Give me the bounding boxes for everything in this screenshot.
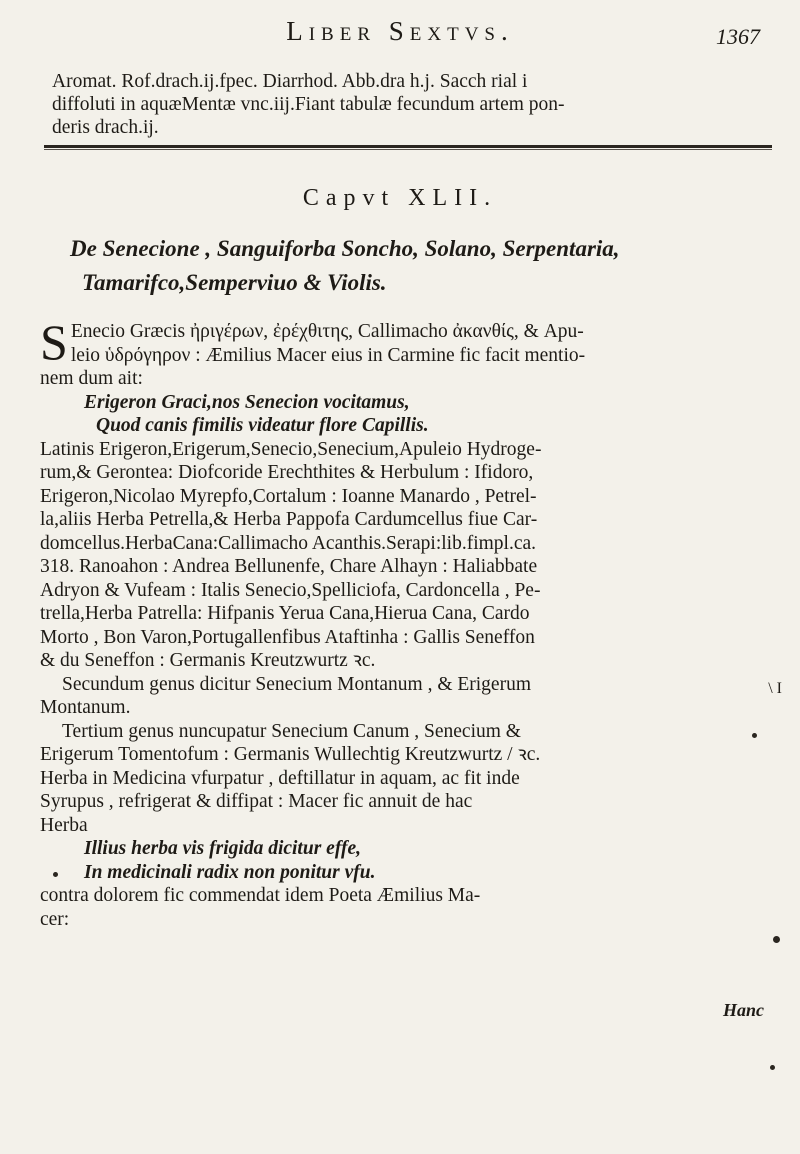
- top-text: [52, 70, 768, 139]
- text-line: Herba in Medicina vfurpatur , deftillatur in aquam, ac fit inde: [40, 767, 520, 789]
- text-line: la,aliis Herba Petrella,& Herba Pappofa Cardumcellus fiue Car-: [40, 509, 538, 530]
- text-line: Enecio Græcis ἠριγέρων, ἐρέχθιτης, Callimacho ἀκανθίς, & Apu-: [70, 321, 584, 342]
- ink-spot: [53, 872, 58, 877]
- text-line: Syrupus , refrigerat & diffipat : Macer fic annuit de hac: [40, 791, 473, 812]
- separator-rule: [44, 145, 772, 148]
- text-line: domcellus.HerbaCana:Callimacho Acanthis.Serapi:lib.fimpl.ca.: [40, 532, 537, 554]
- text-line: Adryon & Vufeam : Italis Senecio,Spelliciofa, Cardoncella , Pe-: [40, 579, 541, 601]
- chapter-subtitle: [70, 232, 770, 300]
- text-line: Morto , Bon Varon,Portugallenfibus Ataftinha : Gallis Seneffon: [40, 626, 535, 648]
- opening-paragraph: [40, 314, 780, 391]
- text-line: cer:: [40, 908, 70, 930]
- verse-line: In medicinali radix non ponitur vfu.: [84, 861, 376, 883]
- catchword: Hanc: [722, 1000, 764, 1020]
- text-line: deris drach.ij.: [52, 117, 159, 138]
- body-text: [40, 314, 780, 931]
- ink-spot: [773, 936, 780, 943]
- text-line: Erigerum Tomentofum : Germanis Wullechtig Kreutzwurtz / ꝛc.: [40, 744, 541, 765]
- drop-cap: S: [40, 314, 68, 370]
- subtitle-line: Tamarifco,Semperviuo & Violis.: [82, 270, 387, 295]
- paragraph: [40, 884, 780, 931]
- text-line: Tertium genus nuncupatur Senecium Canum , Senecium &: [62, 720, 521, 742]
- text-line: rum,& Gerontea: Diofcoride Erechthites & Herbulum : Ifidoro,: [40, 462, 534, 483]
- page-number: 1367: [716, 24, 760, 49]
- text-line: Aromat. Rof.drach.ij.fpec. Diarrhod. Abb.dra h.j. Sacch rial i: [52, 71, 528, 92]
- text-line: 318. Ranoahon : Andrea Bellunenfe, Chare Alhayn : Haliabbate: [40, 556, 538, 577]
- paragraph: [40, 720, 780, 838]
- text-line: Secundum genus dicitur Senecium Montanum , & Erigerum: [62, 673, 531, 695]
- text-line: Erigeron,Nicolao Myrepfo,Cortalum : Ioanne Manardo , Petrel-: [40, 485, 537, 507]
- text-line: leio ὑδρόγηρον : Æmilius Macer eius in Carmine fic facit mentio-: [70, 344, 586, 366]
- ink-spot: [770, 1065, 775, 1070]
- page-header: [0, 16, 800, 52]
- text-line: diffoluti in aquæMentæ vnc.iij.Fiant tabulæ fecundum artem pon-: [52, 94, 565, 115]
- text-line: nem dum ait:: [40, 368, 143, 389]
- text-line: Herba: [40, 814, 88, 836]
- text-line: & du Seneffon : Germanis Kreutzwurtz ꝛc.: [40, 650, 376, 671]
- text-line: Latinis Erigeron,Erigerum,Senecio,Senecium,Apuleio Hydroge-: [40, 438, 542, 460]
- verse-line: Erigeron Graci,nos Senecion vocitamus,: [84, 391, 410, 413]
- subtitle-line: De Senecione , Sanguiforba Soncho, Solano, Serpentaria,: [70, 236, 620, 261]
- text-line: trella,Herba Patrella: Hifpanis Yerua Cana,Hierua Cana, Cardo: [40, 603, 530, 624]
- verse-quote: [40, 391, 780, 438]
- verse-line: Illius herba vis frigida dicitur effe,: [84, 838, 361, 859]
- text-line: contra dolorem fic commendat idem Poeta Æmilius Ma-: [40, 885, 481, 906]
- separator-rule-thin: [44, 149, 772, 150]
- chapter-heading: Capvt XLII.: [302, 185, 498, 211]
- text-line: Montanum.: [40, 697, 131, 718]
- ink-spot: [752, 733, 757, 738]
- paragraph: [40, 438, 780, 673]
- running-title: Liber Sextvs.: [286, 16, 514, 46]
- margin-mark: \ I: [768, 680, 782, 697]
- verse-quote: [40, 837, 780, 884]
- paragraph: [40, 673, 780, 720]
- verse-line: Quod canis fimilis videatur flore Capillis.: [96, 415, 429, 436]
